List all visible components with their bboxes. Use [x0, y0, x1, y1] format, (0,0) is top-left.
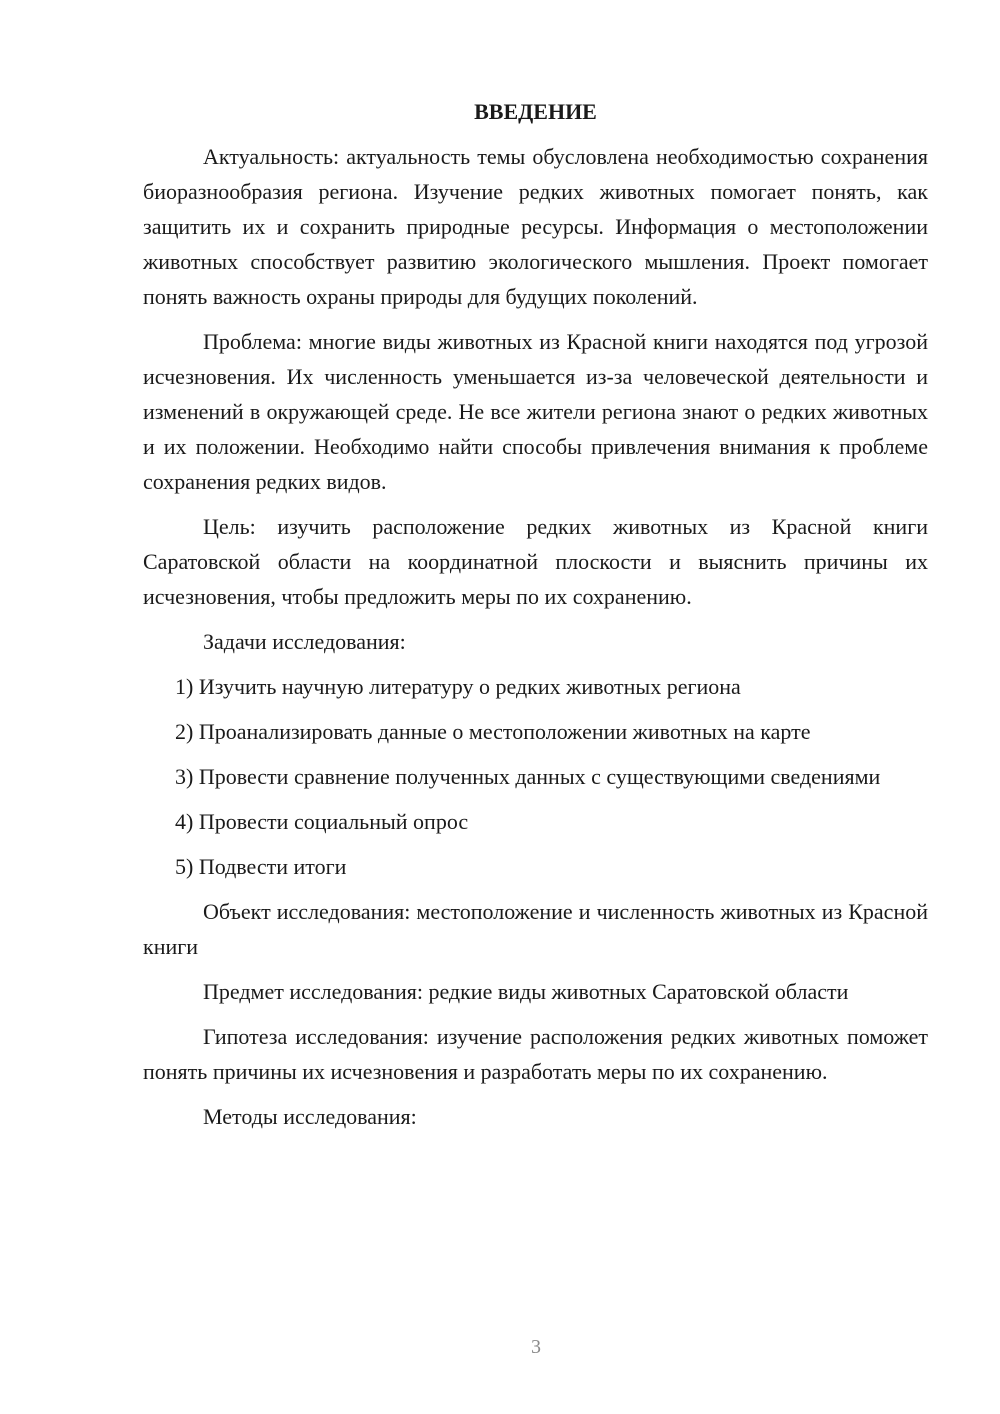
methods-heading: Методы исследования: — [203, 1104, 417, 1129]
task-item-1: 1) Изучить научную литературу о редких животных региона — [175, 674, 741, 699]
paragraph-hypothesis: Гипотеза исследования: изучение расположения редких животных поможет понять причины их исчезновения и разработать меры по их сохранению. — [143, 1024, 928, 1084]
paragraph-problem: Проблема: многие виды животных из Красной книги находятся под угрозой исчезновения. Их численность уменьшается из-за человеческой деятельности и изменений в окружающей среде. Не все жители региона знают о редких животных и их положении. Необходимо найти способы привлечения внимания к проблеме сохранения редких видов. — [143, 329, 928, 494]
task-item-2: 2) Проанализировать данные о местоположении животных на карте — [175, 719, 811, 744]
page-number: 3 — [531, 1336, 541, 1358]
task-item-5: 5) Подвести итоги — [175, 854, 347, 879]
paragraph-object: Объект исследования: местоположение и численность животных из Красной книги — [143, 899, 928, 959]
paragraph-subject: Предмет исследования: редкие виды животных Саратовской области — [203, 979, 849, 1004]
page-title: ВВЕДЕНИЕ — [474, 99, 597, 124]
task-item-3: 3) Провести сравнение полученных данных с существующими сведениями — [175, 764, 881, 789]
tasks-heading: Задачи исследования: — [203, 629, 406, 654]
task-item-4: 4) Провести социальный опрос — [175, 809, 469, 834]
paragraph-relevance: Актуальность: актуальность темы обусловлена необходимостью сохранения биоразнообразия региона. Изучение редких животных помогает понять, как защитить их и сохранить природные ресурсы. Информация о местоположении животных способствует развитию экологического мышления. Проект помогает понять важность охраны природы для будущих поколений. — [143, 144, 928, 309]
paragraph-goal: Цель: изучить расположение редких животных из Красной книги Саратовской области на координатной плоскости и выяснить причины их исчезновения, чтобы предложить меры по их сохранению. — [143, 514, 928, 609]
document-body — [143, 94, 928, 1144]
